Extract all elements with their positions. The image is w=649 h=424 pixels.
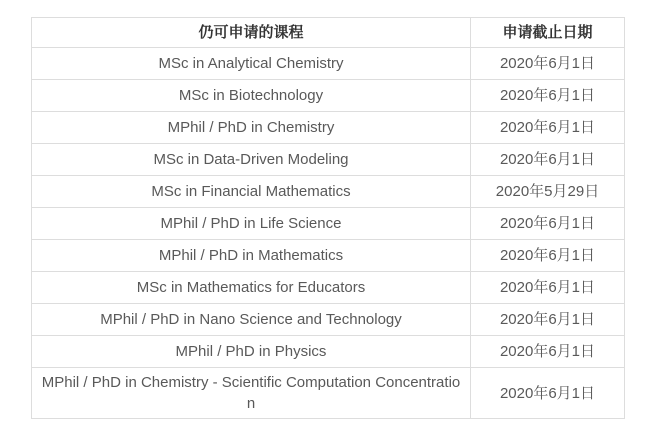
programs-deadlines-table <box>31 17 625 419</box>
deadline-cell: 2020年6月1日 <box>471 80 625 112</box>
program-cell: MPhil / PhD in Mathematics <box>32 240 471 272</box>
deadline-cell: 2020年6月1日 <box>471 272 625 304</box>
table-row <box>32 336 625 368</box>
deadline-cell: 2020年6月1日 <box>471 48 625 80</box>
program-cell: MSc in Financial Mathematics <box>32 176 471 208</box>
table-row <box>32 304 625 336</box>
program-cell: MPhil / PhD in Chemistry - Scientific Computation Concentration <box>32 368 471 419</box>
header-row <box>32 18 625 48</box>
table-row <box>32 240 625 272</box>
program-cell: MSc in Analytical Chemistry <box>32 48 471 80</box>
table-row <box>32 144 625 176</box>
program-cell: MPhil / PhD in Nano Science and Technology <box>32 304 471 336</box>
deadline-cell: 2020年6月1日 <box>471 368 625 419</box>
table-row <box>32 368 625 419</box>
table-row <box>32 80 625 112</box>
deadline-column-header: 申请截止日期 <box>471 18 625 48</box>
program-column-header: 仍可申请的课程 <box>32 18 471 48</box>
deadline-cell: 2020年6月1日 <box>471 240 625 272</box>
deadline-cell: 2020年6月1日 <box>471 336 625 368</box>
table-row <box>32 112 625 144</box>
program-cell: MSc in Data-Driven Modeling <box>32 144 471 176</box>
programs-deadlines-table-container <box>31 17 624 419</box>
deadline-cell: 2020年6月1日 <box>471 144 625 176</box>
table-row <box>32 48 625 80</box>
program-cell: MPhil / PhD in Life Science <box>32 208 471 240</box>
deadline-cell: 2020年6月1日 <box>471 304 625 336</box>
deadline-cell: 2020年6月1日 <box>471 208 625 240</box>
program-cell: MSc in Mathematics for Educators <box>32 272 471 304</box>
program-cell: MPhil / PhD in Physics <box>32 336 471 368</box>
deadline-cell: 2020年5月29日 <box>471 176 625 208</box>
deadline-cell: 2020年6月1日 <box>471 112 625 144</box>
table-row <box>32 176 625 208</box>
table-row <box>32 208 625 240</box>
table-row <box>32 272 625 304</box>
program-cell: MPhil / PhD in Chemistry <box>32 112 471 144</box>
program-cell: MSc in Biotechnology <box>32 80 471 112</box>
